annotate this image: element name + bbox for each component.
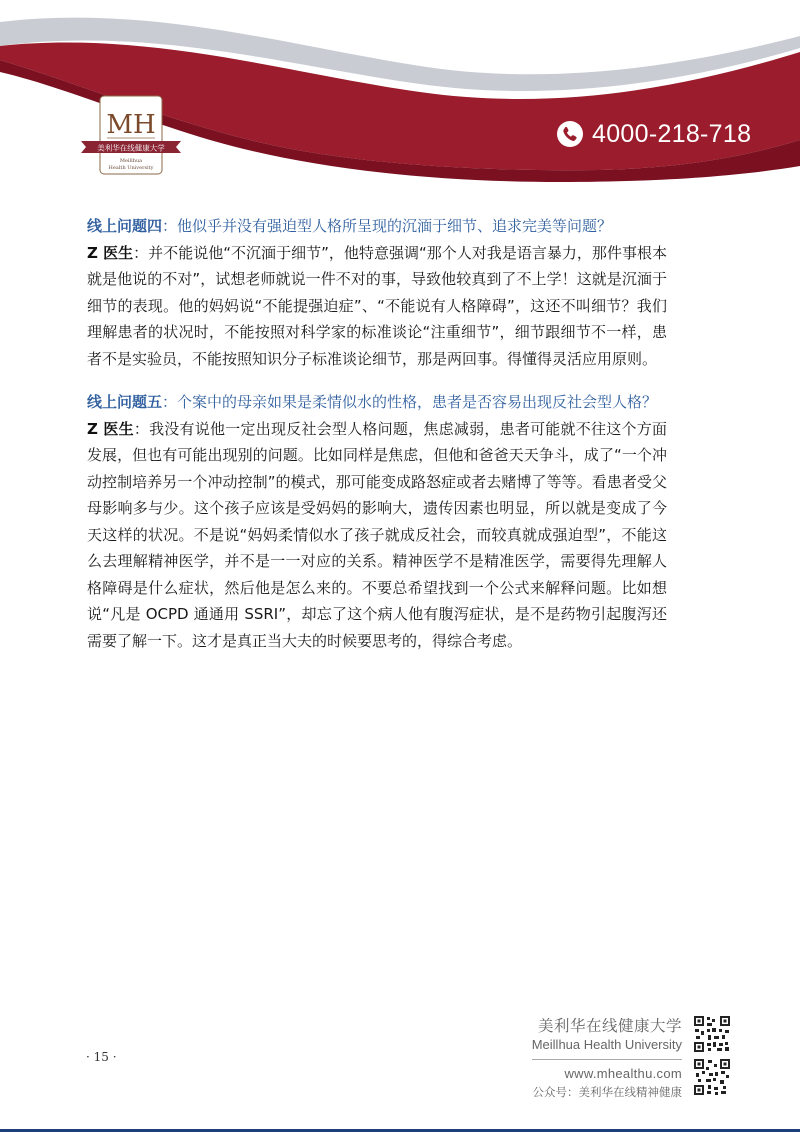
qa-block <box>87 213 667 372</box>
phone-icon <box>556 120 584 148</box>
qa-block <box>87 389 667 654</box>
brand-name-en: Meillhua Health University <box>531 1037 682 1052</box>
question-text: ：个案中的母亲如果是柔情似水的性格，患者是否容易出现反社会型人格？ <box>162 393 658 411</box>
footer-brand <box>532 1014 682 1100</box>
phone-number: 4000-218-718 <box>592 119 752 148</box>
answer <box>87 416 667 655</box>
answer-text: ：我没有说他一定出现反社会型人格问题，焦虑减弱，患者可能就不往这个方面发展，但也有可能出现别的问题。比如同样是焦虑，但他和爸爸天天争斗，成了“一个冲动控制培养另一个冲动控制”的模式，那可能变成路怒症或者去赌博了等等。看患者受父母影响多与少。这个孩子应该是受妈妈的影响大，遗传因素也明显，所以就是变成了今天这样的状况。不是说“妈妈柔情似水了孩子就成反社会，而较真就成强迫型”，不能这么去理解精神医学，并不是一一对应的关系。精神医学不是精准医学，需要得先理解人格障碍是什么症状，然后他是怎么来的。不要总希望找到一个公式来解释问题。比如想说“凡是 OCPD 通通用 SSRI”，却忘了这个病人他有腹泻症状，是不是药物引起腹泻还需要了解一下。这才是真正当大夫的时候要思考的，得综合考虑。 <box>87 419 667 650</box>
question-label: 线上问题五 <box>87 393 163 411</box>
svg-text:Health University: Health University <box>108 165 154 171</box>
answer-text: ：并不能说他“不沉湎于细节”，他特意强调“那个人对我是语言暴力，那件事根本就是他说的不对”，试想老师就说一件不对的事，导致他较真到了不上学！这就是沉湎于细节的表现。他的妈妈说“不能提强迫症”、“不能说有人格障碍”，这还不叫细节？我们理解患者的状况时，不能按照对科学家的标准谈论“注重细节”，细节跟细节不一样，患者不是实验员，不能按照知识分子标准谈论细节，那是两回事。得懂得灵活应用原则。 <box>87 243 667 368</box>
footer-divider <box>532 1059 682 1060</box>
university-logo <box>80 95 182 177</box>
svg-text:美利华在线健康大学: 美利华在线健康大学 <box>97 143 165 153</box>
answer-label: Z 医生 <box>87 243 134 262</box>
qr-code-icon <box>693 1015 731 1053</box>
svg-text:MH: MH <box>106 110 156 140</box>
question <box>87 213 667 240</box>
question <box>87 389 667 416</box>
svg-text:Meillhua: Meillhua <box>119 158 143 164</box>
brand-name-cn: 美利华在线健康大学 <box>537 1017 682 1035</box>
answer <box>87 240 667 373</box>
article-body <box>87 213 667 654</box>
qr-code-icon <box>693 1058 731 1096</box>
page-number: · 15 · <box>86 1050 117 1064</box>
answer-label: Z 医生 <box>87 419 134 438</box>
question-label: 线上问题四 <box>87 217 163 235</box>
phone-contact[interactable] <box>556 116 751 152</box>
wechat-account: 公众号：美利华在线精神健康 <box>532 1085 682 1099</box>
question-text: ：他似乎并没有强迫型人格所呈现的沉湎于细节、追求完美等问题？ <box>162 217 613 235</box>
website-link[interactable]: www.mhealthu.com <box>564 1066 682 1081</box>
